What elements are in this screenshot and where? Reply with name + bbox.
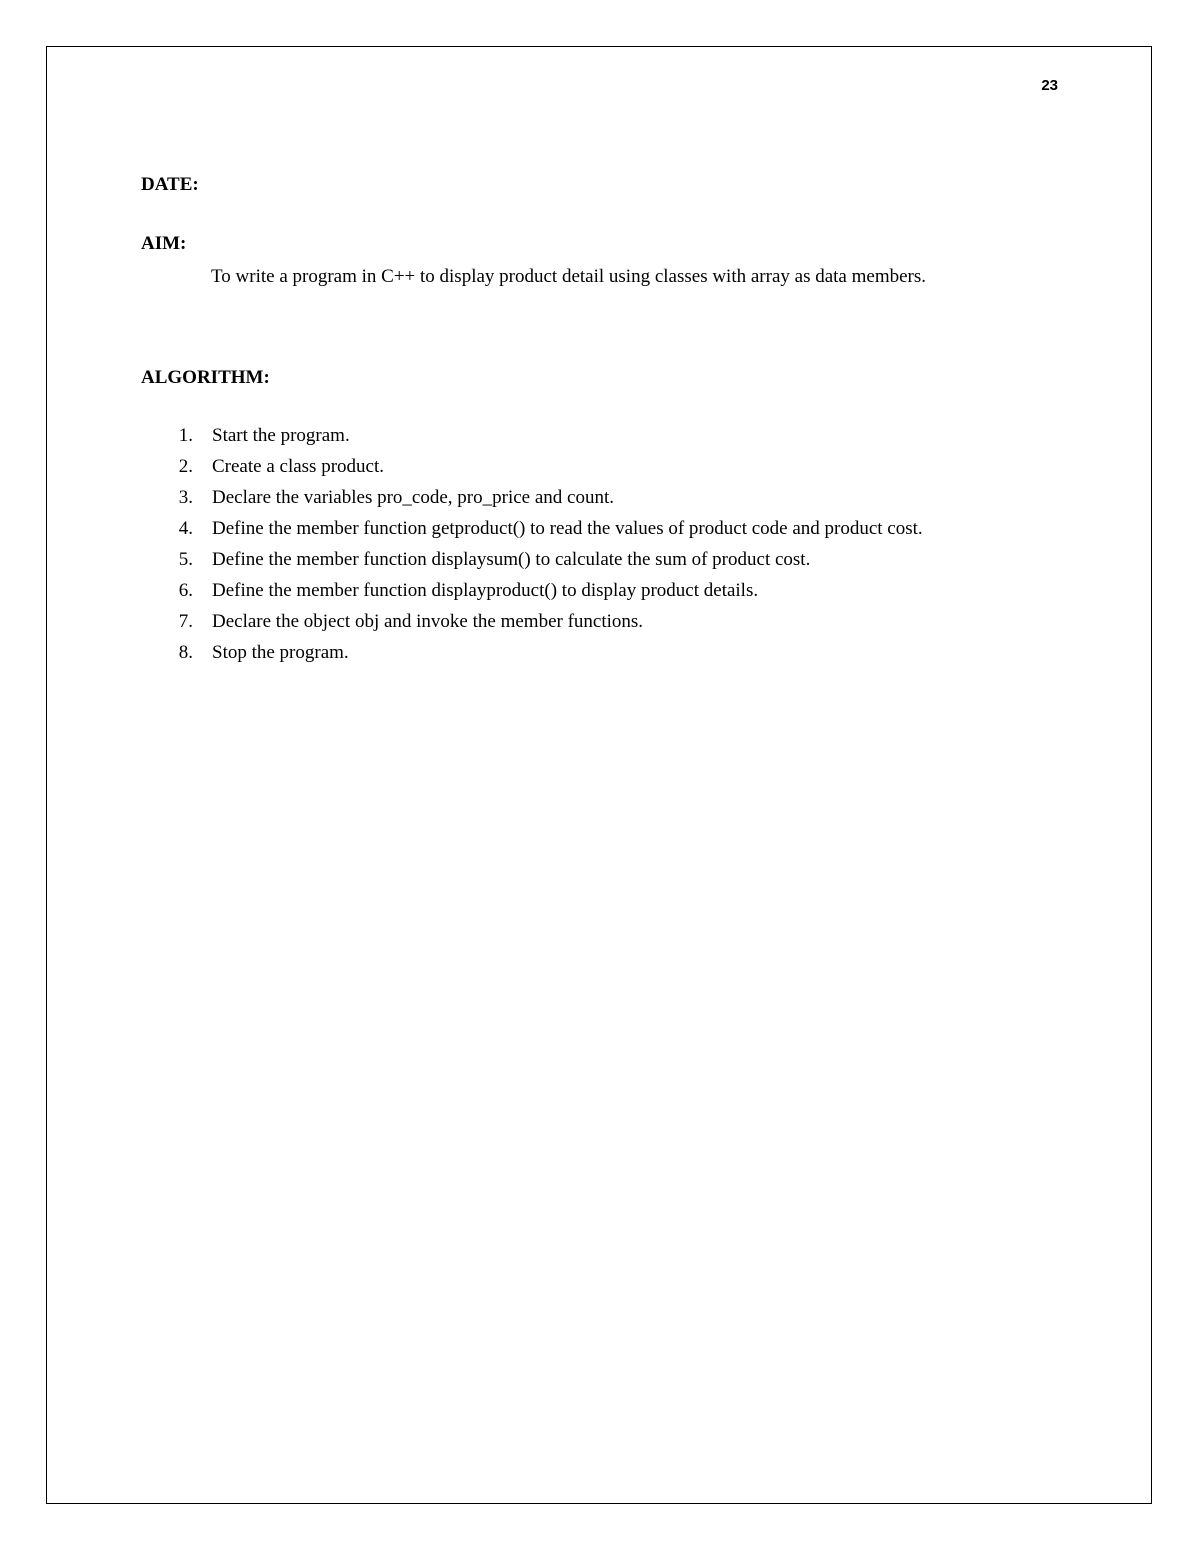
step-text: Define the member function getproduct() to read the values of product code and product cost. bbox=[212, 518, 923, 539]
algorithm-step bbox=[141, 544, 1058, 575]
step-text: Define the member function displaysum() to calculate the sum of product cost. bbox=[212, 549, 811, 570]
aim-text: To write a program in C++ to display product detail using classes with array as data members. bbox=[211, 266, 927, 287]
page-number: 23 bbox=[1041, 77, 1058, 94]
step-number: 6. bbox=[178, 580, 193, 601]
step-text: Define the member function displayproduct() to display product details. bbox=[212, 580, 759, 601]
step-number: 8. bbox=[178, 642, 193, 663]
step-number: 5. bbox=[178, 549, 193, 570]
algorithm-step bbox=[141, 575, 1058, 606]
algorithm-step bbox=[141, 513, 1058, 544]
algorithm-heading: ALGORITHM: bbox=[141, 367, 270, 388]
step-number: 4. bbox=[178, 518, 193, 539]
step-text: Start the program. bbox=[212, 425, 350, 446]
algorithm-steps bbox=[141, 420, 1058, 668]
step-number: 7. bbox=[178, 611, 193, 632]
step-text: Stop the program. bbox=[212, 642, 349, 663]
step-number: 1. bbox=[178, 425, 193, 446]
algorithm-step bbox=[141, 482, 1058, 513]
step-text: Declare the variables pro_code, pro_price and count. bbox=[212, 487, 614, 508]
algorithm-step bbox=[141, 420, 1058, 451]
aim-heading: AIM: bbox=[141, 233, 187, 254]
algorithm-step bbox=[141, 451, 1058, 482]
algorithm-step bbox=[141, 637, 1058, 668]
algorithm-step bbox=[141, 606, 1058, 637]
step-text: Create a class product. bbox=[212, 456, 384, 477]
step-number: 2. bbox=[178, 456, 193, 477]
date-heading: DATE: bbox=[141, 174, 199, 195]
step-number: 3. bbox=[178, 487, 193, 508]
step-text: Declare the object obj and invoke the member functions. bbox=[212, 611, 644, 632]
